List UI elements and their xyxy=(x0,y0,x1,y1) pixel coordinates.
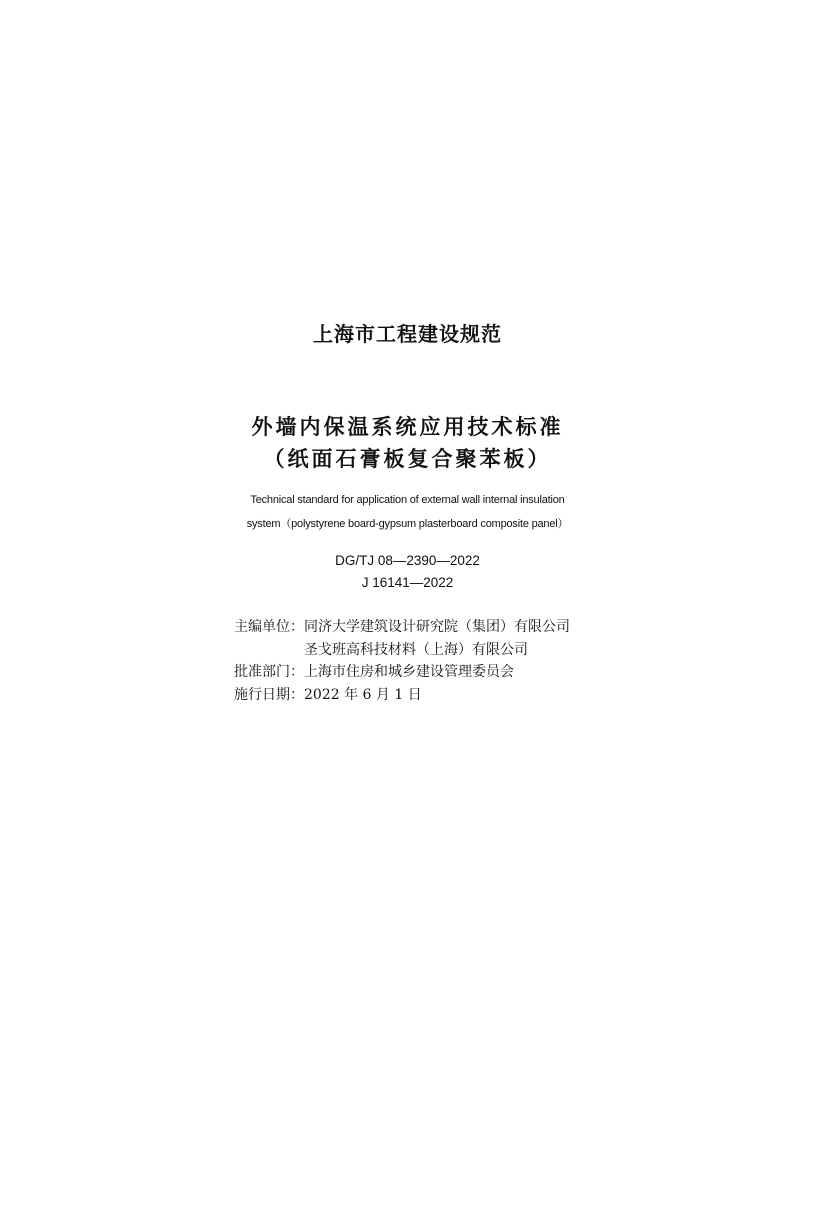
main-title-line1: 外墙内保温系统应用技术标准 xyxy=(251,415,564,439)
english-title-line1: Technical standard for application of external wall internal insulation xyxy=(250,494,565,506)
series-title: 上海市工程建设规范 xyxy=(313,322,502,346)
standard-number: DG/TJ 08—2390—2022 xyxy=(335,553,480,568)
approval-department: 批准部门：上海市住房和城乡建设管理委员会 xyxy=(234,664,514,680)
effective-date: 施行日期：2022 年 6 月 1 日 xyxy=(234,687,422,703)
record-number: J 16141—2022 xyxy=(361,575,454,590)
chief-editor-unit-1: 主编单位：同济大学建筑设计研究院（集团）有限公司 xyxy=(234,619,570,635)
chief-editor-unit-2: 圣戈班高科技材料（上海）有限公司 xyxy=(304,642,528,658)
main-title-line2: （纸面石膏板复合聚苯板） xyxy=(263,447,552,471)
english-title-line2: system（polystyrene board-gypsum plasterboard composite panel） xyxy=(246,518,569,530)
